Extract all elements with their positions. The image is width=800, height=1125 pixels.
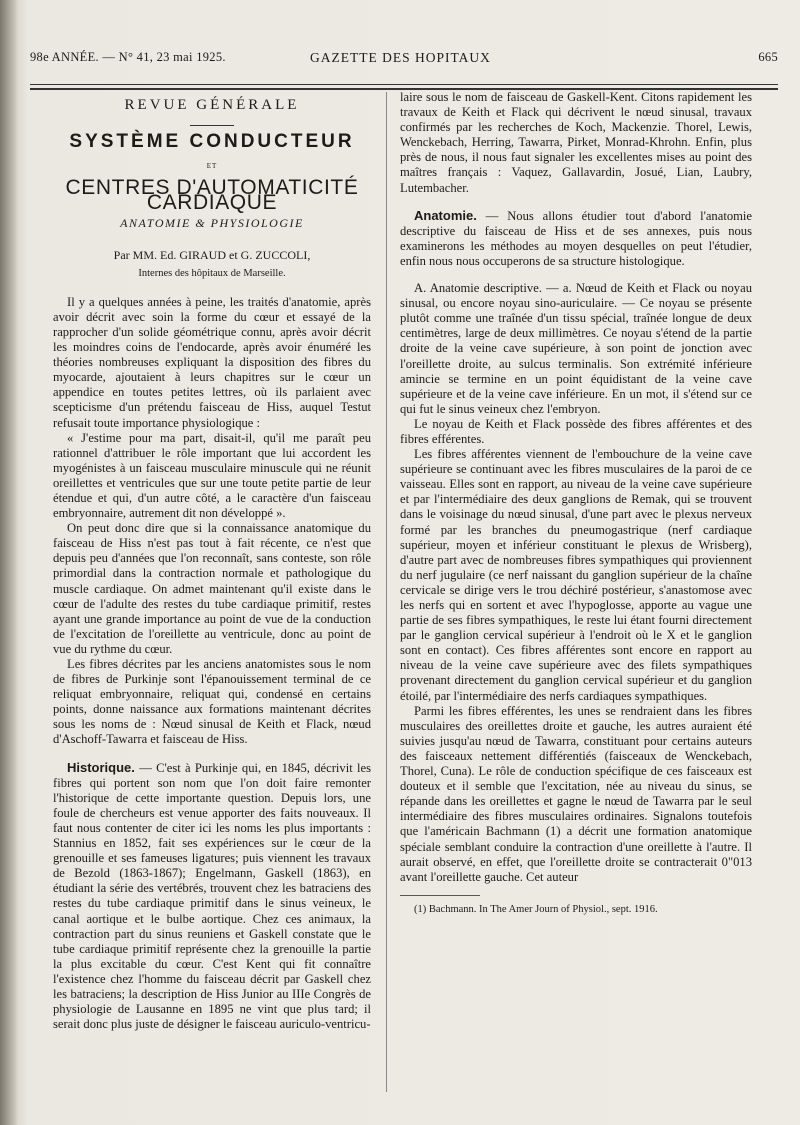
page-number: 665 (758, 50, 778, 64)
title-rule (190, 125, 234, 126)
run-in-heading: Anatomie. (414, 207, 477, 223)
run-in-heading: Historique. (67, 759, 135, 775)
article-authors: Par MM. Ed. GIRAUD et G. ZUCCOLI, (113, 247, 311, 262)
paragraph-text: — Nous allons étudier tout d'abord l'anatomie descriptive du faisceau de Hiss et de ses annexes, puis nous examinerons les méthodes au moyen desquelles on peut l'étudier, enfin nous nous occuperons de sa structure histologique. (400, 208, 752, 268)
article-title-block (53, 98, 371, 281)
paragraph: Les fibres décrites par les anciens anatomistes sous le nom de fibres de Purkinje sont l'épanouissement terminal de ce reliquat embryonnaire, reliquat qui, condensé en certains points, donne naissance aux formations maintenant décrites sous les noms de : Nœud sinusal de Keith et Flack, nœud d'Aschoff-Tawarra et faisceau de Hiss. (53, 657, 371, 747)
paragraph: Il y a quelques années à peine, les traités d'anatomie, après avoir décrit avec soin la forme du cœur et essayé de la rapprocher d'un solide géométrique connu, après avoir décrit les moindres coins de l'endocarde, après avoir énuméré les théories nombreuses expliquant la disposition des fibres du myocarde, ajoutaient à leurs chapitres sur le cœur un appendice en toutes petites lettres, où ils parlaient avec scepticisme d'un prétendu faisceau de Hiss, auquel Testut refusait toute importance physiologique : (53, 294, 371, 430)
paragraph-historique (53, 760, 371, 1033)
paragraph: Parmi les fibres efférentes, les unes se rendraient dans les fibres musculaires des oreillettes droite et gauche, les autres auraient été suivies jusqu'au nœud de Tawarra, constituant pour certains auteurs des faisceaux nettement différentiés (faisceaux de Wenckebach, Thorel, Cuna). Le rôle de conduction spécifique de ces faisceaux est douteux et il semble que l'excitation, née au niveau du sinus, se répande dans les oreillettes et gagne le nœud de Tawarra par le seul intermédiaire des fibres musculaires ordinaires. Signalons toutefois que l'américain Bachmann (1) a décrit une formation anatomique spéciale semblant conduire la contraction d'une oreillette à l'autre. Il aurait observé, en effet, que l'oreillette droite se contracterait 0"013 avant l'oreillette gauche. Cet auteur (400, 703, 752, 884)
paragraph: Le noyau de Keith et Flack possède des fibres afférentes et des fibres efférentes. (400, 416, 752, 446)
section-heading: REVUE GÉNÉRALE (124, 97, 300, 113)
article-topic: ANATOMIE & PHYSIOLOGIE (120, 216, 304, 231)
paragraph-text: — C'est à Purkinje qui, en 1845, décrivit les fibres qui portent son nom que l'on doit faire remonter l'historique de cette importante question. Depuis lors, une foule de chercheurs est venue apporter des faits nouveaux. Il faut nous contenter de citer ici les noms les plus importants : Stannius en 1852, fait ses expériences sur le cœur de la grenouille et ses fameuses ligatures; puis viennent les travaux de Bezold (1863-1867); Engelmann, Gaskell (1863), en étudiant la série des vertébrés, trouvent chez les batraciens des restes du tube cardiaque primitif dans le sinus veineux, le canal aortique et le bulbe aortique. Chez ces animaux, la contraction part du sinus reuniens et Gaskell constate que le tube cardiaque primitif représente chez la grenouille la partie la plus excitable du cœur. C'est Kent qui fit connaître l'existence chez l'homme du faisceau décrit par Gaskell chez les batraciens; la description de Hiss Junior au IIIe Congrès de physiologie de Lausanne en 1895 ne vint que plus tard; il serait donc plus juste de désigner le faisceau auriculo-ventricu- (53, 760, 371, 1032)
header-rule-thin (30, 84, 778, 85)
author-affiliation: Internes des hôpitaux de Marseille. (138, 267, 286, 279)
article-subtitle: CENTRES D'AUTOMATICITÉ CARDIAQUE (65, 176, 359, 215)
column-divider (386, 92, 387, 1092)
paragraph-anatomie (400, 208, 752, 269)
issue-info: 98e ANNÉE. — N° 41, 23 mai 1925. (30, 50, 226, 64)
footnote-rule (400, 895, 480, 896)
paragraph: A. Anatomie descriptive. — a. Nœud de Keith et Flack ou noyau sinusal, ou encore noyau sino-auriculaire. — Ce noyau se présente plutôt comme une traînée d'un tissu spécial, traînée longue de deux centimètres, large de deux millimètres. Ce noyau s'étend de la partie droite de la veine cave supérieure, à son point de jonction avec l'oreillette droite, au sulcus terminalis. Son extrémité inférieure amincie se termine en un point équidistant de la veine cave supérieure et de la veine cave inférieure. En un mot, il s'étend sur ce qui fut le sinus veineux chez l'embryon. (400, 281, 752, 416)
footnote: (1) Bachmann. In The Amer Journ of Physiol., sept. 1916. (414, 903, 658, 915)
title-conjunction: ET (206, 162, 218, 171)
journal-name: GAZETTE DES HOPITAUX (310, 50, 491, 65)
paragraph: laire sous le nom de faisceau de Gaskell-Kent. Citons rapidement les travaux de Keith et Flack qui décrivent le nœud sinusal, travaux confirmés par les recherches de Koch, Mackenzie. Thorel, Lewis, Wenckebach, Herring, Tawarra, Pirket, Monrad-Khrohn. Enfin, plus près de nous, il nous faut signaler les excellentes mises au point des maîtres français : Vaquez, Gallavardin, Josué, Lian, Laubry, Lutembacher. (400, 90, 752, 195)
paragraph: « J'estime pour ma part, disait-il, qu'il me paraît peu rationnel d'attribuer le rôle important que lui accordent les myogénistes à un faisceau musculaire minuscule qui ne réunit oreillettes et ventricules que sur une toute petite partie de leur étendue et qui, d'un autre côté, a le caractère d'un faisceau embryonnaire, autrement dit non développé ». (53, 430, 371, 521)
paragraph: On peut donc dire que si la connaissance anatomique du faisceau de Hiss n'est pas tout à fait récente, ce n'est que depuis peu d'années que l'on reconnaît, sans conteste, son rôle primordial dans la contraction normale et pathologique du muscle cardiaque. On admet maintenant qu'il existe dans le cœur de l'adulte des restes du tube cardiaque primitif, restes ayant une grande importance au point de vue de la conduction de l'excitation de l'oreillette au ventricule, donc au point de vue du rythme du cœur. (53, 521, 371, 656)
page-binding-shadow (0, 0, 18, 1125)
left-column (53, 96, 371, 1032)
right-column (400, 90, 752, 917)
article-title: SYSTÈME CONDUCTEUR (69, 131, 355, 153)
running-header (30, 50, 778, 72)
paragraph: Les fibres afférentes viennent de l'embouchure de la veine cave supérieure se continuant avec les fibres musculaires de la paroi de ce vaisseau. Elles sont en rapport, au niveau de la veine cave supérieure et par l'intermédiaire des deux ganglions de Remak, qui se trouvent dans le voisinage du nœud sinusal, d'une part avec le plexus nerveux formé par les branches du pneumogastrique (nerf cardiaque supérieur, moyen et inférieur constituant le plexus de Wrisberg), d'autre part avec de nombreuses fibres sympathiques qui proviennent du nerf jugulaire (ce nerf naissant du ganglion supérieur de la chaîne cervicale se dirige vers le trou déchiré postérieur, s'anastomose avec les nerfs qui en sortent et avec l'hypoglosse, apporte au vague une partie de ses fibres sympathiques, le reste lui étant fourni directement par le ganglion cervical supérieur à l'endroit où le X et le ganglion sont en contact). Ces fibres afférentes sont encore en rapport au niveau de la veine cave supérieure avec des filets sympathiques provenant directement du ganglion cervical supérieur et du ganglion étoilé, par l'intermédiaire des nerfs cardiaques sympathiques. (400, 447, 752, 703)
